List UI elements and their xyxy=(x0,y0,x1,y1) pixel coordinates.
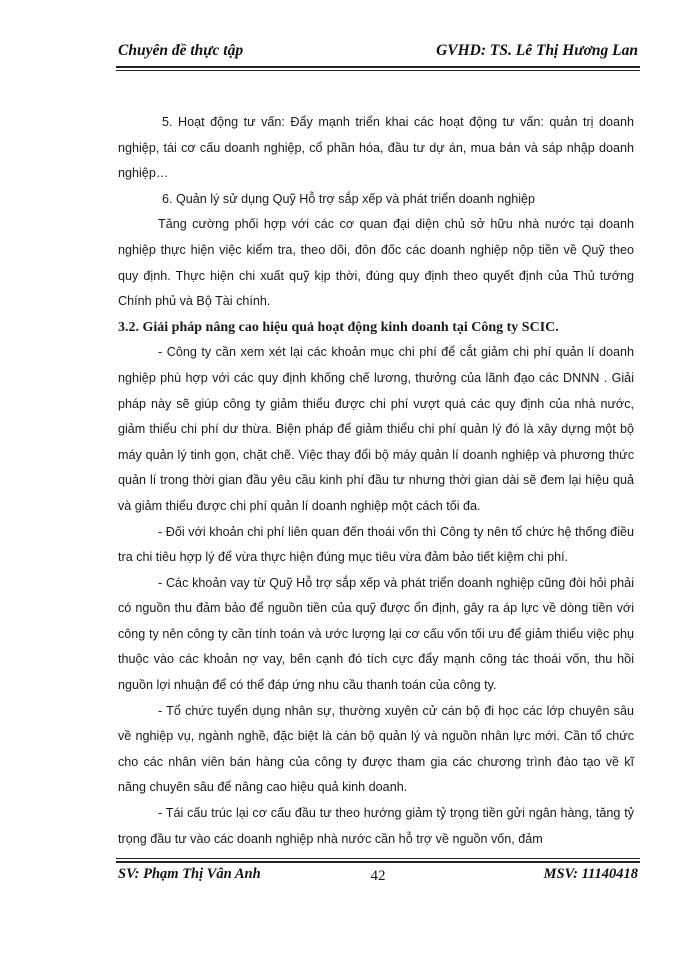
header-rule-thick xyxy=(116,66,640,68)
page-number: 42 xyxy=(370,868,386,884)
section-heading: 3.2. Giải pháp nâng cao hiệu quả hoạt động kinh doanh tại Công ty SCIC. xyxy=(118,319,559,335)
header-title: Chuyên đề thực tập xyxy=(118,42,244,59)
paragraph-fund-detail: Tăng cường phối hợp với các cơ quan đại diện chủ sở hữu nhà nước tại doanh nghiệp thực hiện việc kiểm tra, theo dõi, đôn đốc các doanh nghiệp nộp tiền về Quỹ theo quy định. Thực hiện chi xuất quỹ kịp thời, đúng quy định theo quyết định của Thủ tướng Chính phủ và Bộ Tài chính. xyxy=(118,217,634,309)
page-header xyxy=(116,38,640,64)
paragraph-cost-cutting: - Công ty cần xem xét lại các khoản mục chi phí để cắt giảm chi phí quản lí doanh nghiệp phù hợp với các quy định khống chế lương, thưởng của lãnh đạo các DNNN . Giải pháp này sẽ giúp công ty giảm thiểu được chi phí vượt quá các quy định của nhà nước, giảm thiểu chi phí dư thừa. Biện pháp để giảm thiểu chi phí quản lý đó là xây dựng một bộ máy quản lý tinh gọn, chặt chẽ. Việc thay đổi bộ máy quản lí doanh nghiệp và phương thức quản lí trong thời gian đầu yêu cầu kinh phí đầu tư nhưng thời gian dài sẽ đem lại hiệu quả và giảm thiểu được chi phí quản lí doanh nghiệp một cách tối đa. xyxy=(118,345,634,513)
paragraph-fund-loans: - Các khoản vay từ Quỹ Hỗ trợ sắp xếp và phát triển doanh nghiệp cũng đòi hỏi phải có nguồn thu đảm bảo để nguồn tiền của quỹ được ổn định, gây ra áp lực về dòng tiền với công ty nên công ty cần tính toán và ước lượng lại cơ cấu vốn tối ưu để giảm thiểu việc phụ thuộc vào các khoản nợ vay, bên cạnh đó tích cực đẩy mạnh công tác thoái vốn, thu hồi nguồn lợi nhuận để có thể đáp ứng nhu cầu thanh toán của công ty. xyxy=(118,575,634,693)
footer-student: SV: Phạm Thị Vân Anh xyxy=(118,866,261,882)
header-advisor: GVHD: TS. Lê Thị Hương Lan xyxy=(436,42,638,59)
paragraph-restructuring: - Tái cấu trúc lại cơ cấu đầu tư theo hướng giảm tỷ trọng tiền gửi ngân hàng, tăng tỷ trọng đầu tư vào các doanh nghiệp nhà nước cần hỗ trợ về nguồn vốn, đảm xyxy=(118,806,634,846)
page-body xyxy=(118,110,634,852)
footer-rule-thin xyxy=(116,858,640,859)
paragraph-divestment-cost: - Đối với khoản chi phí liên quan đến thoái vốn thì Công ty nên tổ chức hệ thống điều tra chi tiêu hợp lý để vừa thực hiện đúng mục tiêu vừa đảm bảo tiết kiệm chi phí. xyxy=(118,524,634,565)
header-rule-thin xyxy=(116,70,640,71)
page-footer xyxy=(116,860,640,890)
paragraph-recruitment: - Tổ chức tuyển dụng nhân sự, thường xuyên cử cán bộ đi học các lớp chuyên sâu về nghiệp vụ, ngành nghề, đặc biệt là cán bộ quản lý và nguồn nhân lực mới. Cần tổ chức cho các nhân viên bán hàng của công ty được tham gia các chương trình đào tạo về kĩ năng chuyên sâu để nâng cao hiệu quả kinh doanh. xyxy=(118,703,634,795)
paragraph-consulting: 5. Hoạt động tư vấn: Đẩy mạnh triển khai các hoạt động tư vấn: quản trị doanh nghiệp, tái cơ cấu doanh nghiệp, cổ phần hóa, đầu tư dự án, mua bán và sáp nhập doanh nghiệp… xyxy=(118,115,634,181)
footer-student-id: MSV: 11140418 xyxy=(543,866,638,882)
paragraph-fund-title: 6. Quản lý sử dụng Quỹ Hỗ trợ sắp xếp và phát triển doanh nghiệp xyxy=(162,191,536,206)
